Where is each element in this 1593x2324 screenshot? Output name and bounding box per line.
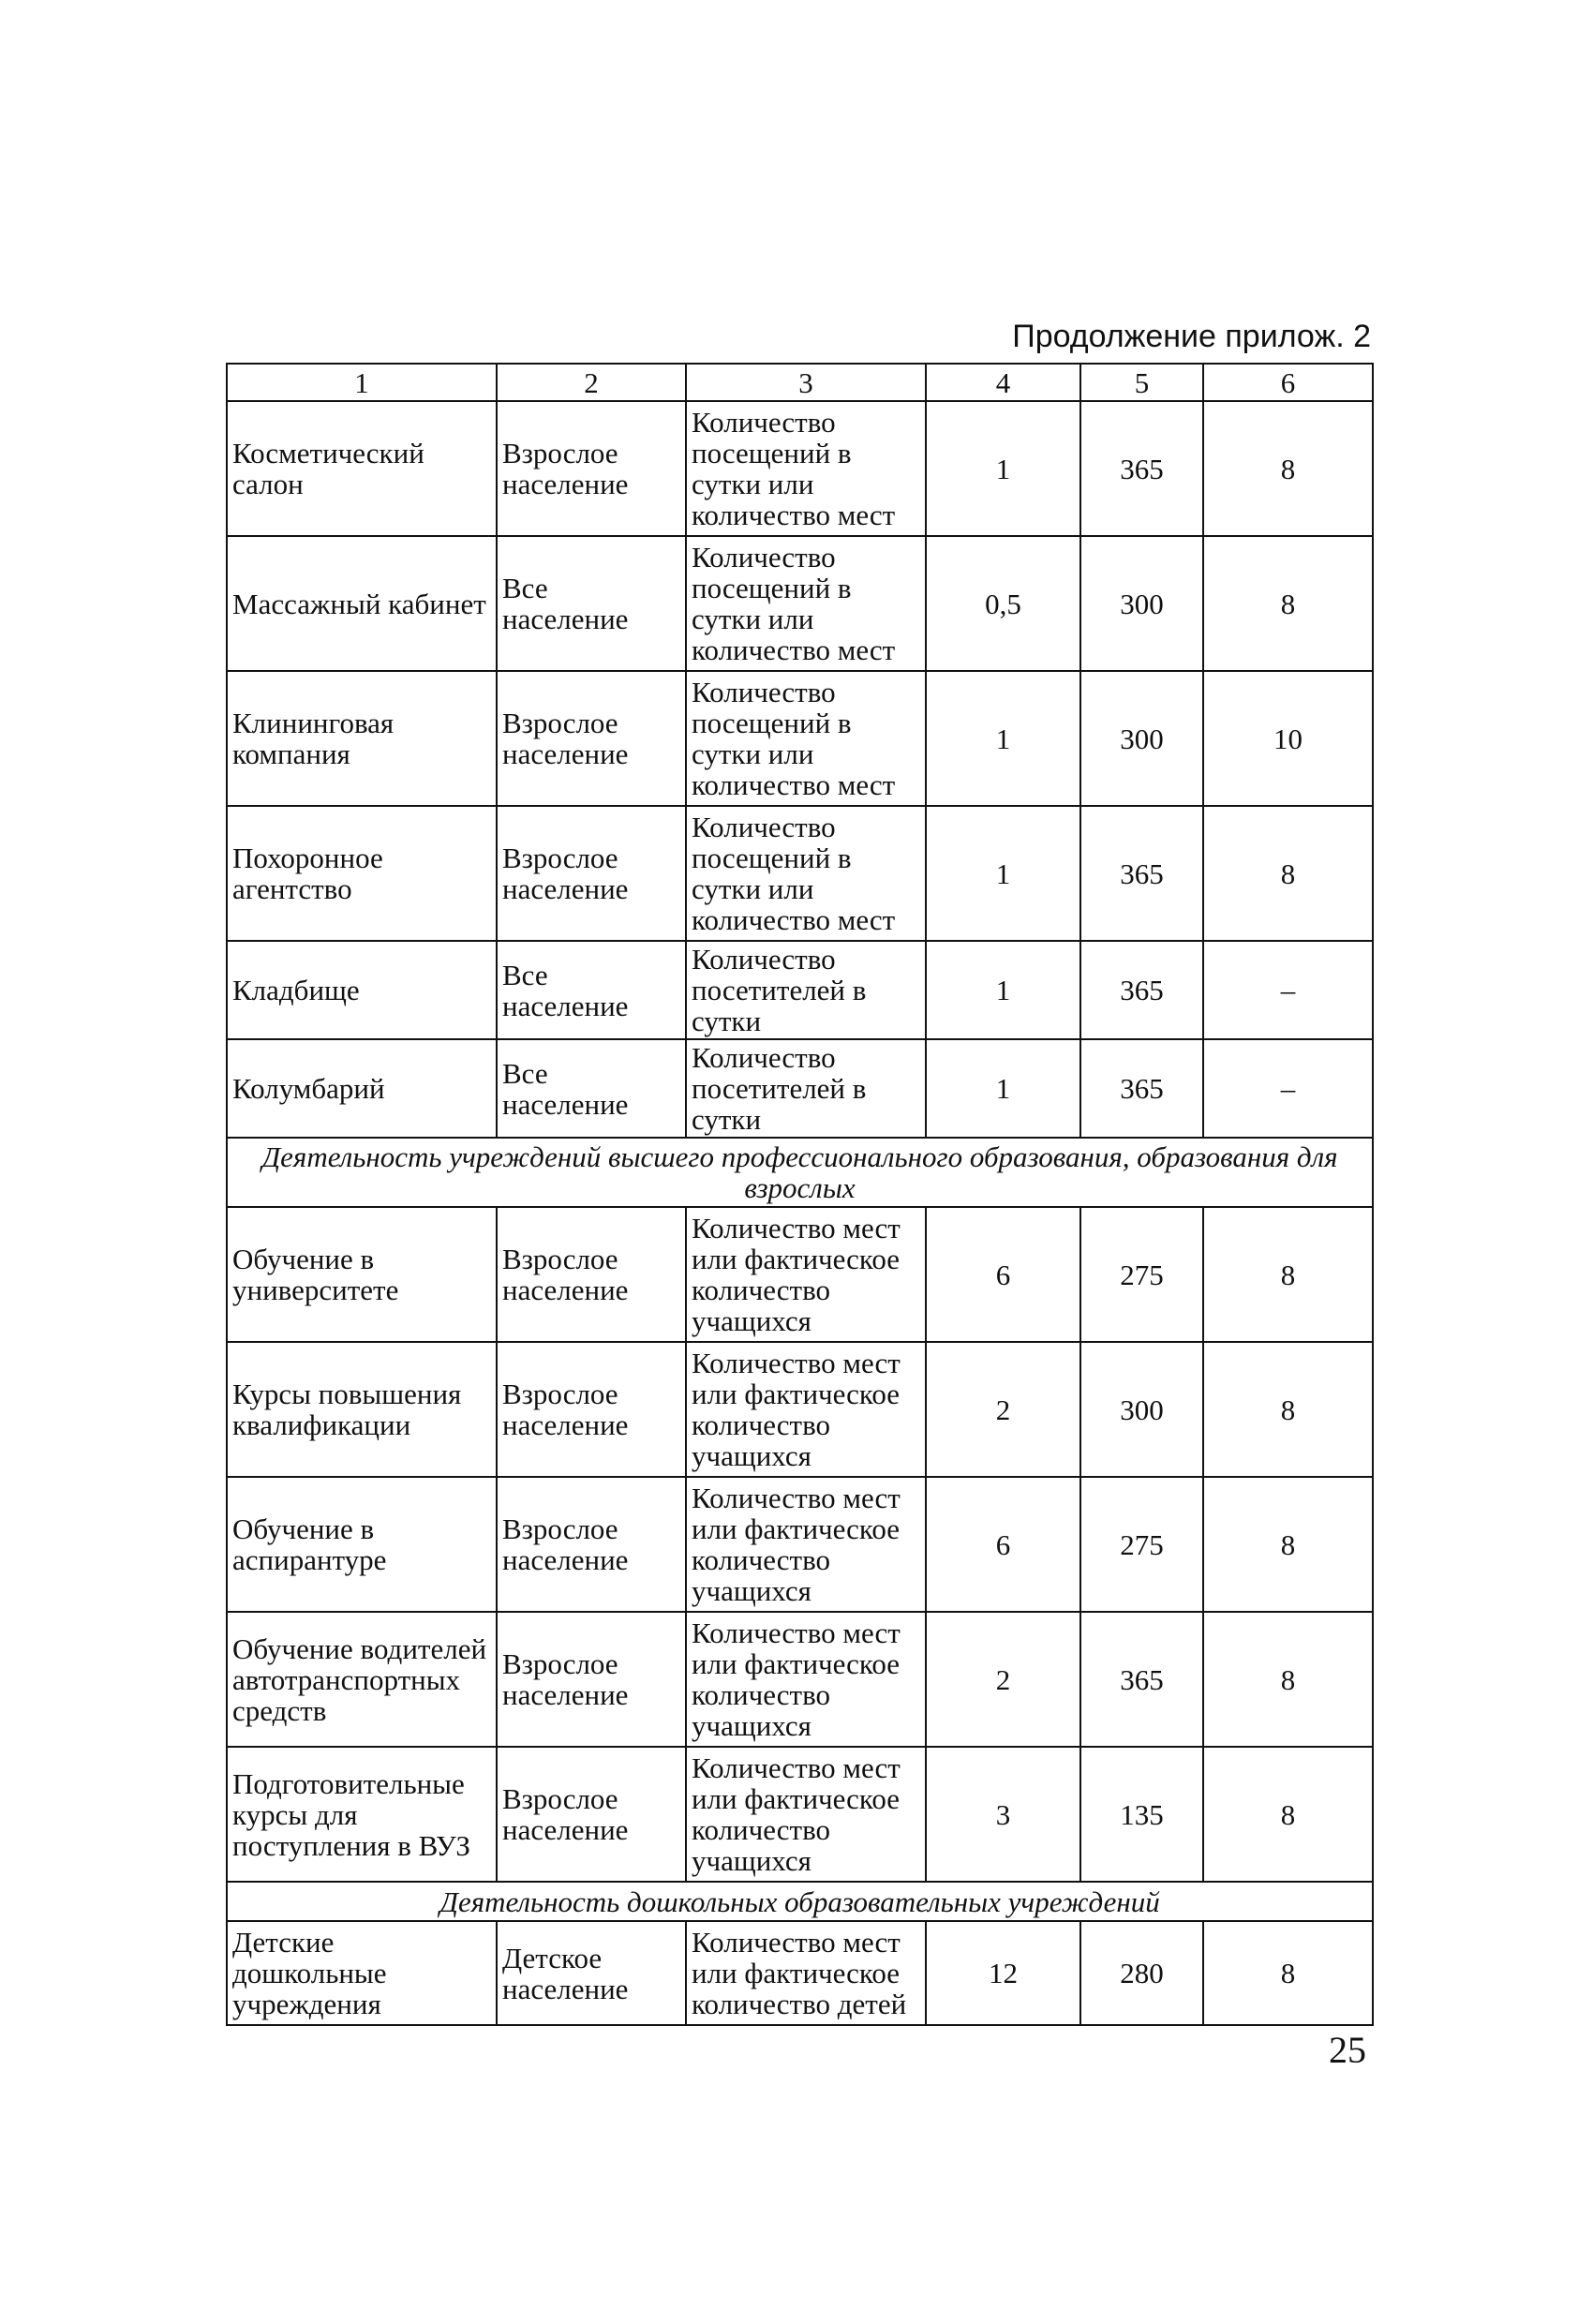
table-row bbox=[227, 806, 1373, 941]
col-header-4: 4 bbox=[926, 364, 1080, 401]
cell-population: Все население bbox=[497, 536, 686, 671]
section-row-preschool bbox=[227, 1882, 1373, 1921]
table-row bbox=[227, 536, 1373, 671]
cell-population: Детское население bbox=[497, 1921, 686, 2025]
cell-value-5: 135 bbox=[1080, 1747, 1203, 1882]
cell-value-6: 8 bbox=[1203, 1477, 1373, 1612]
cell-value-4: 6 bbox=[926, 1207, 1080, 1342]
continuation-label: Продолжение прилож. 2 bbox=[1012, 319, 1371, 354]
cell-value-4: 1 bbox=[926, 806, 1080, 941]
cell-value-6: – bbox=[1203, 1039, 1373, 1138]
cell-activity: Детские дошкольные учреждения bbox=[227, 1921, 497, 2025]
cell-activity: Обучение в университете bbox=[227, 1207, 497, 1342]
cell-value-5: 365 bbox=[1080, 401, 1203, 536]
cell-value-5: 275 bbox=[1080, 1207, 1203, 1342]
cell-value-6: – bbox=[1203, 941, 1373, 1039]
col-header-2: 2 bbox=[497, 364, 686, 401]
cell-population: Все население bbox=[497, 941, 686, 1039]
cell-activity: Обучение водителей автотранспортных средств bbox=[227, 1612, 497, 1747]
cell-population: Взрослое население bbox=[497, 1747, 686, 1882]
cell-population: Взрослое население bbox=[497, 401, 686, 536]
table-row bbox=[227, 1612, 1373, 1747]
cell-activity: Похоронное агентство bbox=[227, 806, 497, 941]
cell-value-6: 8 bbox=[1203, 1921, 1373, 2025]
col-header-5: 5 bbox=[1080, 364, 1203, 401]
table-row bbox=[227, 671, 1373, 806]
cell-value-5: 365 bbox=[1080, 1612, 1203, 1747]
cell-population: Взрослое население bbox=[497, 1477, 686, 1612]
cell-value-5: 365 bbox=[1080, 1039, 1203, 1138]
cell-value-4: 1 bbox=[926, 401, 1080, 536]
cell-value-5: 365 bbox=[1080, 941, 1203, 1039]
cell-value-4: 1 bbox=[926, 671, 1080, 806]
cell-activity: Косметический салон bbox=[227, 401, 497, 536]
cell-unit: Количество мест или фактическое количество учащихся bbox=[686, 1747, 926, 1882]
table-row bbox=[227, 1039, 1373, 1138]
cell-unit: Количество мест или фактическое количество учащихся bbox=[686, 1342, 926, 1477]
cell-value-5: 300 bbox=[1080, 671, 1203, 806]
cell-population: Взрослое население bbox=[497, 1207, 686, 1342]
cell-activity: Кладбище bbox=[227, 941, 497, 1039]
cell-unit: Количество мест или фактическое количество учащихся bbox=[686, 1477, 926, 1612]
cell-unit: Количество посещений в сутки или количество мест bbox=[686, 536, 926, 671]
cell-activity: Подготовительные курсы для поступления в ВУЗ bbox=[227, 1747, 497, 1882]
cell-population: Взрослое население bbox=[497, 806, 686, 941]
cell-unit: Количество посетителей в сутки bbox=[686, 941, 926, 1039]
section-heading: Деятельность учреждений высшего профессионального образования, образования для взрослых bbox=[227, 1138, 1373, 1207]
cell-unit: Количество посещений в сутки или количество мест bbox=[686, 671, 926, 806]
cell-activity: Колумбарий bbox=[227, 1039, 497, 1138]
cell-unit: Количество посещений в сутки или количество мест bbox=[686, 401, 926, 536]
cell-value-6: 8 bbox=[1203, 1747, 1373, 1882]
cell-value-6: 8 bbox=[1203, 1207, 1373, 1342]
cell-value-6: 8 bbox=[1203, 401, 1373, 536]
cell-value-6: 8 bbox=[1203, 806, 1373, 941]
cell-value-4: 0,5 bbox=[926, 536, 1080, 671]
cell-value-6: 10 bbox=[1203, 671, 1373, 806]
cell-activity: Клининговая компания bbox=[227, 671, 497, 806]
col-header-6: 6 bbox=[1203, 364, 1373, 401]
cell-unit: Количество мест или фактическое количество детей bbox=[686, 1921, 926, 2025]
cell-activity: Обучение в аспирантуре bbox=[227, 1477, 497, 1612]
header-row bbox=[227, 364, 1373, 401]
data-table bbox=[226, 363, 1374, 2026]
cell-value-4: 6 bbox=[926, 1477, 1080, 1612]
section-heading: Деятельность дошкольных образовательных учреждений bbox=[227, 1882, 1373, 1921]
cell-population: Взрослое население bbox=[497, 671, 686, 806]
cell-value-4: 1 bbox=[926, 1039, 1080, 1138]
cell-value-4: 2 bbox=[926, 1342, 1080, 1477]
cell-population: Взрослое население bbox=[497, 1342, 686, 1477]
table-row bbox=[227, 941, 1373, 1039]
table-row bbox=[227, 1207, 1373, 1342]
cell-unit: Количество посещений в сутки или количество мест bbox=[686, 806, 926, 941]
cell-unit: Количество мест или фактическое количество учащихся bbox=[686, 1612, 926, 1747]
cell-value-5: 280 bbox=[1080, 1921, 1203, 2025]
table-row bbox=[227, 1921, 1373, 2025]
table-row bbox=[227, 1747, 1373, 1882]
cell-value-5: 365 bbox=[1080, 806, 1203, 941]
cell-unit: Количество посетителей в сутки bbox=[686, 1039, 926, 1138]
cell-value-5: 300 bbox=[1080, 1342, 1203, 1477]
cell-value-6: 8 bbox=[1203, 1342, 1373, 1477]
cell-unit: Количество мест или фактическое количество учащихся bbox=[686, 1207, 926, 1342]
cell-value-4: 2 bbox=[926, 1612, 1080, 1747]
cell-activity: Курсы повышения квалификации bbox=[227, 1342, 497, 1477]
section-row-higher-education bbox=[227, 1138, 1373, 1207]
page-number: 25 bbox=[1329, 2029, 1366, 2071]
cell-value-5: 275 bbox=[1080, 1477, 1203, 1612]
table-row bbox=[227, 1342, 1373, 1477]
cell-population: Все население bbox=[497, 1039, 686, 1138]
cell-activity: Массажный кабинет bbox=[227, 536, 497, 671]
col-header-1: 1 bbox=[227, 364, 497, 401]
cell-value-6: 8 bbox=[1203, 1612, 1373, 1747]
cell-population: Взрослое население bbox=[497, 1612, 686, 1747]
cell-value-4: 3 bbox=[926, 1747, 1080, 1882]
cell-value-4: 1 bbox=[926, 941, 1080, 1039]
table-row bbox=[227, 401, 1373, 536]
cell-value-5: 300 bbox=[1080, 536, 1203, 671]
col-header-3: 3 bbox=[686, 364, 926, 401]
cell-value-6: 8 bbox=[1203, 536, 1373, 671]
cell-value-4: 12 bbox=[926, 1921, 1080, 2025]
table-row bbox=[227, 1477, 1373, 1612]
